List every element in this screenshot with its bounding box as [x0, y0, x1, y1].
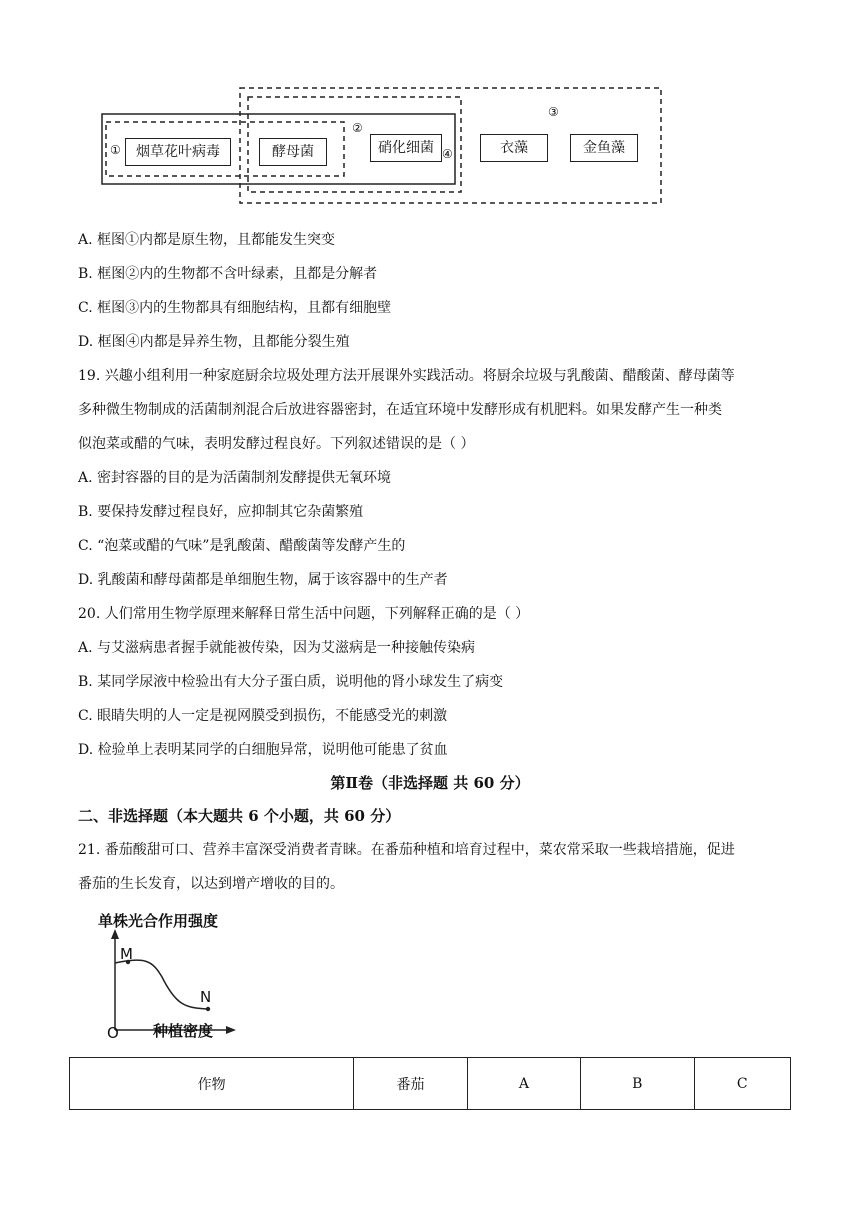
- organism-chlamydomonas: 衣藻: [480, 134, 548, 162]
- x-axis-arrow: [226, 1026, 236, 1034]
- section-2-title: 第Ⅱ卷（非选择题 共 60 分）: [330, 774, 530, 792]
- organism-yeast: 酵母菌: [259, 138, 327, 166]
- table-cell-a: A: [467, 1058, 580, 1110]
- q19-option-a: A. 密封容器的目的是为活菌制剂发酵提供无氧环境: [78, 470, 392, 486]
- crop-table: [69, 1057, 791, 1110]
- q19-stem-line2: 多种微生物制成的活菌制剂混合后放进容器密封，在适宜环境中发酵形成有机肥料。如果发酵产生一种类: [78, 402, 722, 418]
- part-2-heading: 二、非选择题（本大题共 6 个小题，共 60 分）: [78, 807, 401, 825]
- table-cell-b: B: [581, 1058, 694, 1110]
- point-n: [206, 1007, 210, 1011]
- graph-origin: O: [107, 1024, 119, 1042]
- q20-option-b: B. 某同学尿液中检验出有大分子蛋白质，说明他的肾小球发生了病变: [78, 674, 504, 690]
- q18-option-b: B. 框图②内的生物都不含叶绿素，且都是分解者: [78, 266, 378, 282]
- q20-stem: 20. 人们常用生物学原理来解释日常生活中问题，下列解释正确的是（ ）: [78, 606, 530, 622]
- table-cell-c: C: [694, 1058, 791, 1110]
- label-4: ④: [442, 147, 453, 161]
- q19-option-c: C. “泡菜或醋的气味”是乳酸菌、醋酸菌等发酵产生的: [78, 538, 406, 554]
- q20-option-c: C. 眼睛失明的人一定是视网膜受到损伤，不能感受光的刺激: [78, 708, 448, 724]
- q18-option-a: A. 框图①内都是原生物，且都能发生突变: [78, 232, 336, 248]
- q19-stem-line3: 似泡菜或醋的气味，表明发酵过程良好。下列叙述错误的是（ ）: [78, 436, 475, 452]
- graph-ylabel: 单株光合作用强度: [98, 912, 219, 930]
- diagram-frames: [0, 0, 860, 220]
- organism-tobacco-mosaic-virus: 烟草花叶病毒: [125, 138, 231, 166]
- organism-nitrifying-bacteria: 硝化细菌: [370, 134, 442, 162]
- q18-option-c: C. 框图③内的生物都具有细胞结构，且都有细胞壁: [78, 300, 392, 316]
- q21-stem-line1: 21. 番茄酸甜可口、营养丰富深受消费者青睐。在番茄种植和培育过程中，菜农常采取一些栽培措施，促进: [78, 842, 735, 858]
- graph-label-m: M: [120, 945, 133, 963]
- q19-option-b: B. 要保持发酵过程良好，应抑制其它杂菌繁殖: [78, 504, 364, 520]
- organism-hornwort: 金鱼藻: [570, 134, 638, 162]
- q19-stem-line1: 19. 兴趣小组利用一种家庭厨余垃圾处理方法开展课外实践活动。将厨余垃圾与乳酸菌、醋酸菌、酵母菌等: [78, 368, 735, 384]
- q18-option-d: D. 框图④内都是异养生物，且都能分裂生殖: [78, 334, 350, 350]
- label-3: ③: [548, 105, 559, 119]
- label-1: ①: [110, 143, 121, 157]
- curve: [115, 960, 208, 1009]
- graph-label-n: N: [200, 988, 212, 1006]
- q21-stem-line2: 番茄的生长发育，以达到增产增收的目的。: [78, 876, 344, 892]
- label-2: ②: [352, 121, 363, 135]
- q19-option-d: D. 乳酸菌和酵母菌都是单细胞生物，属于该容器中的生产者: [78, 572, 448, 588]
- table-row: [70, 1058, 791, 1110]
- q20-option-a: A. 与艾滋病患者握手就能被传染，因为艾滋病是一种接触传染病: [78, 640, 476, 656]
- graph-xlabel: 种植密度: [153, 1022, 214, 1040]
- q20-option-d: D. 检验单上表明某同学的白细胞异常，说明他可能患了贫血: [78, 742, 448, 758]
- table-cell-crop: 作物: [70, 1058, 354, 1110]
- table-cell-tomato: 番茄: [354, 1058, 467, 1110]
